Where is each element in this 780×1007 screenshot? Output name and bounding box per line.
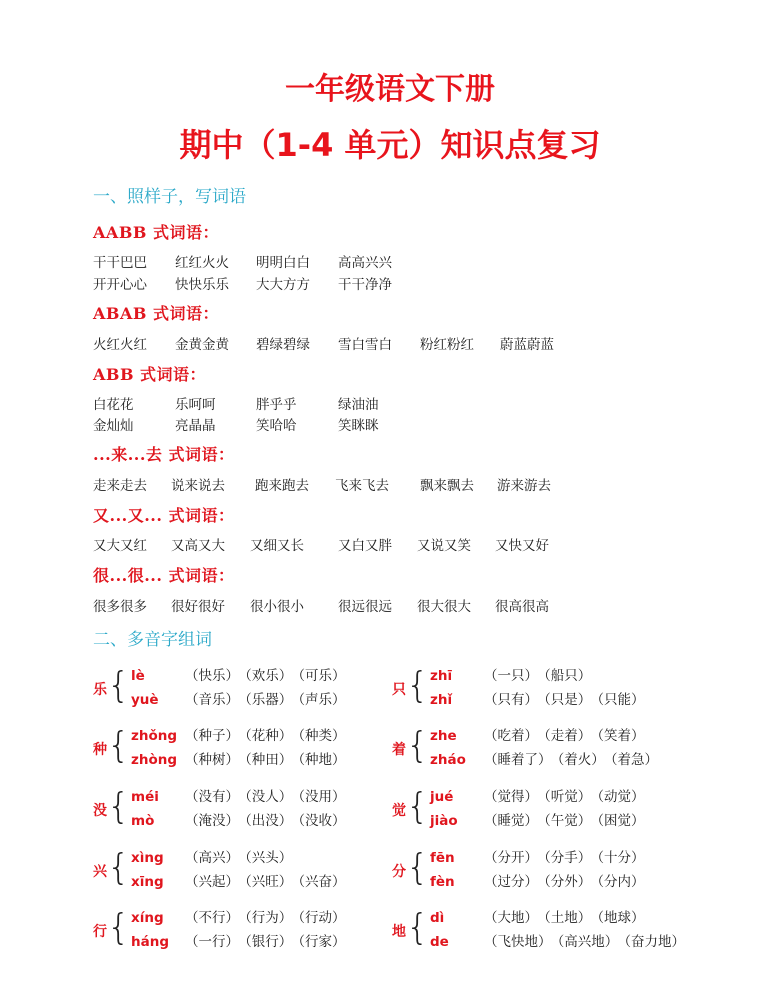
abab-label: ABAB 式词语： bbox=[93, 304, 219, 323]
pinyin: de bbox=[430, 934, 449, 950]
word: （动觉） bbox=[597, 789, 645, 805]
reading-line bbox=[131, 846, 298, 866]
word: 又细又长 bbox=[250, 538, 304, 554]
word: （没收） bbox=[298, 813, 346, 829]
word: （分内） bbox=[597, 874, 645, 890]
polyphone-char: 兴 bbox=[93, 864, 107, 880]
word: 雪白雪白 bbox=[338, 337, 392, 353]
word: 蔚蓝蔚蓝 bbox=[500, 337, 554, 353]
word: （兴奋） bbox=[298, 874, 346, 890]
word: （飞快地） bbox=[484, 934, 552, 950]
reading-line bbox=[131, 930, 352, 950]
reading-line bbox=[131, 870, 352, 890]
section-heading-words: 一、照样子，写词语 bbox=[93, 187, 246, 207]
word: （高兴地） bbox=[557, 934, 619, 950]
word: （淹没） bbox=[185, 813, 239, 829]
word: （过分） bbox=[484, 874, 538, 890]
reading-line bbox=[430, 906, 651, 926]
word: （没有） bbox=[185, 789, 239, 805]
pinyin: jiào bbox=[430, 813, 458, 829]
word: 又高又大 bbox=[171, 538, 225, 554]
word: （船只） bbox=[544, 668, 592, 684]
word: （没用） bbox=[298, 789, 346, 805]
word: （可乐） bbox=[298, 668, 346, 684]
word: 又说又笑 bbox=[417, 538, 471, 554]
word: （种田） bbox=[245, 752, 293, 768]
word: （银行） bbox=[245, 934, 293, 950]
word: 很高很高 bbox=[495, 599, 549, 615]
pinyin: zhe bbox=[430, 728, 457, 744]
word: 飘来飘去 bbox=[420, 478, 474, 494]
brace-icon: { bbox=[107, 847, 130, 888]
polyphone-char: 着 bbox=[392, 742, 406, 758]
pinyin: xíng bbox=[131, 910, 164, 926]
word: 飞来飞去 bbox=[335, 478, 389, 494]
pinyin: mò bbox=[131, 813, 155, 829]
word: 金黄金黄 bbox=[175, 337, 229, 353]
pinyin: lè bbox=[131, 668, 145, 684]
word: 粉红粉红 bbox=[420, 337, 474, 353]
word: （奋力地） bbox=[624, 934, 685, 950]
word: 快快乐乐 bbox=[175, 277, 229, 293]
reading-line bbox=[430, 664, 597, 684]
abb-label: ABB 式词语： bbox=[93, 365, 207, 384]
reading-line bbox=[430, 785, 651, 805]
pinyin: zhǒng bbox=[131, 728, 178, 744]
word: （音乐） bbox=[185, 692, 239, 708]
word: 跑来跑去 bbox=[255, 478, 309, 494]
word: （乐器） bbox=[245, 692, 293, 708]
reading-line bbox=[131, 724, 352, 744]
reading-line bbox=[131, 809, 352, 829]
word: （睡觉） bbox=[484, 813, 538, 829]
pinyin: xìng bbox=[131, 850, 164, 866]
reading-line bbox=[131, 688, 352, 708]
word: （土地） bbox=[544, 910, 592, 926]
word: （出没） bbox=[245, 813, 293, 829]
pinyin: zháo bbox=[430, 752, 466, 768]
word: （声乐） bbox=[298, 692, 346, 708]
word: （走着） bbox=[544, 728, 592, 744]
section-heading-polyphones: 二、多音字组词 bbox=[93, 630, 212, 650]
word: 很小很小 bbox=[250, 599, 304, 615]
reading-line bbox=[131, 748, 352, 768]
word: 又大又红 bbox=[93, 538, 147, 554]
word: 说来说去 bbox=[171, 478, 225, 494]
word: 走来走去 bbox=[93, 478, 147, 494]
word: 火红火红 bbox=[93, 337, 147, 353]
word: 乐呵呵 bbox=[175, 397, 216, 413]
word: （行动） bbox=[298, 910, 346, 926]
word: （兴起） bbox=[185, 874, 239, 890]
brace-icon: { bbox=[107, 786, 130, 827]
word: （一行） bbox=[185, 934, 239, 950]
word: 干干巴巴 bbox=[93, 255, 147, 271]
page-subtitle: 期中（1-4 单元）知识点复习 bbox=[179, 126, 601, 164]
word: （觉得） bbox=[484, 789, 538, 805]
polyphone-char: 地 bbox=[392, 924, 406, 940]
word: （笑着） bbox=[597, 728, 645, 744]
pinyin: fēn bbox=[430, 850, 455, 866]
word: 游来游去 bbox=[497, 478, 551, 494]
laiqu-label: ...来...去 式词语： bbox=[93, 445, 235, 464]
brace-icon: { bbox=[406, 907, 429, 948]
word: （分开） bbox=[484, 850, 538, 866]
word: 又白又胖 bbox=[338, 538, 392, 554]
reading-line bbox=[430, 724, 651, 744]
word: （十分） bbox=[597, 850, 645, 866]
reading-line bbox=[131, 664, 352, 684]
polyphone-char: 行 bbox=[93, 924, 107, 940]
word: （吃着） bbox=[484, 728, 538, 744]
word: 大大方方 bbox=[256, 277, 310, 293]
word: 很大很大 bbox=[417, 599, 471, 615]
pinyin: háng bbox=[131, 934, 169, 950]
word: （只是） bbox=[544, 692, 592, 708]
word: 红红火火 bbox=[175, 255, 229, 271]
word: 金灿灿 bbox=[93, 418, 134, 434]
word: （大地） bbox=[484, 910, 538, 926]
pinyin: zhòng bbox=[131, 752, 178, 768]
polyphone-char: 只 bbox=[392, 682, 406, 698]
hen-label: 很...很... 式词语： bbox=[93, 566, 235, 585]
word: 笑哈哈 bbox=[256, 418, 297, 434]
word: 笑眯眯 bbox=[338, 418, 379, 434]
word: （只有） bbox=[484, 692, 538, 708]
reading-line bbox=[430, 930, 691, 950]
pinyin: zhī bbox=[430, 668, 453, 684]
aabb-label: AABB 式词语： bbox=[93, 223, 219, 242]
word: （午觉） bbox=[544, 813, 592, 829]
word: （只能） bbox=[597, 692, 645, 708]
reading-line bbox=[131, 906, 352, 926]
brace-icon: { bbox=[406, 725, 429, 766]
brace-icon: { bbox=[406, 847, 429, 888]
brace-icon: { bbox=[107, 665, 130, 706]
polyphone-char: 没 bbox=[93, 803, 107, 819]
word: 干干净净 bbox=[338, 277, 392, 293]
word: （欢乐） bbox=[245, 668, 293, 684]
word: （地球） bbox=[597, 910, 645, 926]
polyphone-char: 种 bbox=[93, 742, 107, 758]
pinyin: dì bbox=[430, 910, 445, 926]
word: 很好很好 bbox=[171, 599, 225, 615]
word: 亮晶晶 bbox=[175, 418, 216, 434]
reading-line bbox=[430, 748, 664, 768]
word: （听觉） bbox=[544, 789, 592, 805]
word: （行家） bbox=[298, 934, 346, 950]
word: 白花花 bbox=[93, 397, 134, 413]
word: 绿油油 bbox=[338, 397, 379, 413]
word: 碧绿碧绿 bbox=[256, 337, 310, 353]
word: （种子） bbox=[185, 728, 239, 744]
word: （快乐） bbox=[185, 668, 239, 684]
pinyin: yuè bbox=[131, 692, 159, 708]
word: 又快又好 bbox=[495, 538, 549, 554]
word: 胖乎乎 bbox=[256, 397, 297, 413]
word: 明明白白 bbox=[256, 255, 310, 271]
word: （种地） bbox=[298, 752, 346, 768]
word: （着火） bbox=[557, 752, 605, 768]
word: （种类） bbox=[298, 728, 346, 744]
word: （没人） bbox=[245, 789, 293, 805]
brace-icon: { bbox=[107, 907, 130, 948]
word: （不行） bbox=[185, 910, 239, 926]
pinyin: zhǐ bbox=[430, 692, 453, 708]
page-title: 一年级语文下册 bbox=[285, 72, 495, 107]
reading-line bbox=[430, 688, 651, 708]
word: 很多很多 bbox=[93, 599, 147, 615]
pinyin: méi bbox=[131, 789, 159, 805]
pinyin: xīng bbox=[131, 874, 164, 890]
word: （分外） bbox=[544, 874, 592, 890]
reading-line bbox=[430, 870, 651, 890]
pinyin: jué bbox=[430, 789, 454, 805]
polyphone-char: 分 bbox=[392, 864, 406, 880]
word: （分手） bbox=[544, 850, 592, 866]
polyphone-char: 乐 bbox=[93, 682, 107, 698]
brace-icon: { bbox=[107, 725, 130, 766]
you-label: 又...又... 式词语： bbox=[93, 506, 235, 525]
word: （睡着了） bbox=[484, 752, 552, 768]
word: （一只） bbox=[484, 668, 538, 684]
word: （着急） bbox=[610, 752, 658, 768]
word: （兴旺） bbox=[245, 874, 293, 890]
brace-icon: { bbox=[406, 665, 429, 706]
word: （行为） bbox=[245, 910, 293, 926]
brace-icon: { bbox=[406, 786, 429, 827]
word: （兴头） bbox=[245, 850, 293, 866]
word: （高兴） bbox=[185, 850, 239, 866]
word: 很远很远 bbox=[338, 599, 392, 615]
word: （种树） bbox=[185, 752, 239, 768]
reading-line bbox=[430, 846, 651, 866]
reading-line bbox=[430, 809, 651, 829]
word: （花种） bbox=[245, 728, 293, 744]
pinyin: fèn bbox=[430, 874, 455, 890]
word: （困觉） bbox=[597, 813, 645, 829]
polyphone-char: 觉 bbox=[392, 803, 406, 819]
word: 高高兴兴 bbox=[338, 255, 392, 271]
reading-line bbox=[131, 785, 352, 805]
word: 开开心心 bbox=[93, 277, 147, 293]
